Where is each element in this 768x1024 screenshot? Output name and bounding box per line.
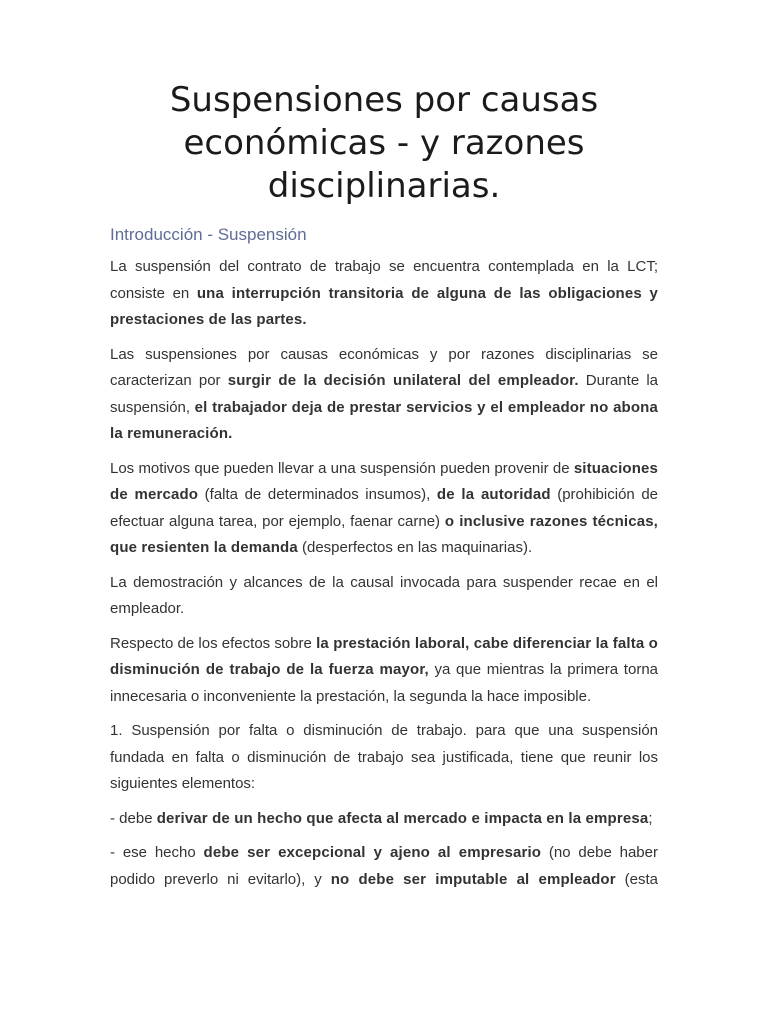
paragraph [110,456,658,562]
bold-text-run: la prestación laboral, cabe diferenciar la falta o disminución de trabajo de la fuerza mayor, [110,634,659,678]
bold-text-run: o inclusive razones técnicas, que resienten la demanda [110,512,659,556]
bold-text-run: situaciones de mercado [110,459,658,503]
text-run: - ese hecho [110,844,204,861]
bold-text-run: derivar de un hecho que afecta al mercado e impacta en la empresa [156,809,649,827]
text-run: - debe [110,809,157,827]
paragraph [110,806,658,833]
text-run: 1. Suspensión por falta o disminución de trabajo. para que una suspensión fundada en falta o disminución de trabajo sea justificada, tiene que reunir los siguientes elementos: [110,722,658,792]
bold-text-run: no debe ser imputable al empleador [330,870,616,888]
paragraph [110,631,658,711]
section-heading: Introducción - Suspensión [110,225,307,244]
text-run: ; [648,809,653,827]
paragraphs-container [110,254,658,893]
text-run: Las suspensiones por causas económicas y por razones disciplinarias se caracterizan por [110,345,658,389]
bold-text-run: debe ser excepcional y ajeno al empresario [203,844,542,861]
paragraph [110,254,658,334]
bold-text-run: una interrupción transitoria de alguna de las obligaciones y prestaciones de las partes. [110,284,659,328]
paragraph [110,570,658,623]
text-run: ya que mientras la primera torna innecesaria o inconveniente la prestación, la segunda la hace imposible. [110,661,658,705]
text-run: Los motivos que pueden llevar a una suspensión pueden provenir de [110,459,574,477]
bold-text-run: el trabajador deja de prestar servicios y el empleador no abona la remuneración. [110,398,658,442]
paragraph [110,718,658,798]
text-run: La demostración y alcances de la causal invocada para suspender recae en el empleador. [110,573,658,617]
text-run: (esta [615,870,659,888]
bold-text-run: de la autoridad [436,486,551,503]
text-run: Durante la suspensión, [110,372,658,416]
text-run: Respecto de los efectos sobre [110,634,317,652]
text-run: (prohibición de efectuar alguna tarea, por ejemplo, faenar carne) [110,486,659,530]
bold-text-run: surgir de la decisión unilateral del empleador. [227,372,579,389]
text-run: (no debe haber podido preverlo ni evitarlo), y [110,844,658,888]
text-run: (falta de determinados insumos), [198,486,437,503]
document-title: Suspensiones por causas económicas - y razones disciplinarias. [169,80,599,206]
paragraph [110,840,658,893]
text-run: (desperfectos en las maquinarias). [297,539,533,556]
paragraph [110,342,658,448]
text-run: La suspensión del contrato de trabajo se encuentra contemplada en la LCT; consiste en [110,258,658,302]
